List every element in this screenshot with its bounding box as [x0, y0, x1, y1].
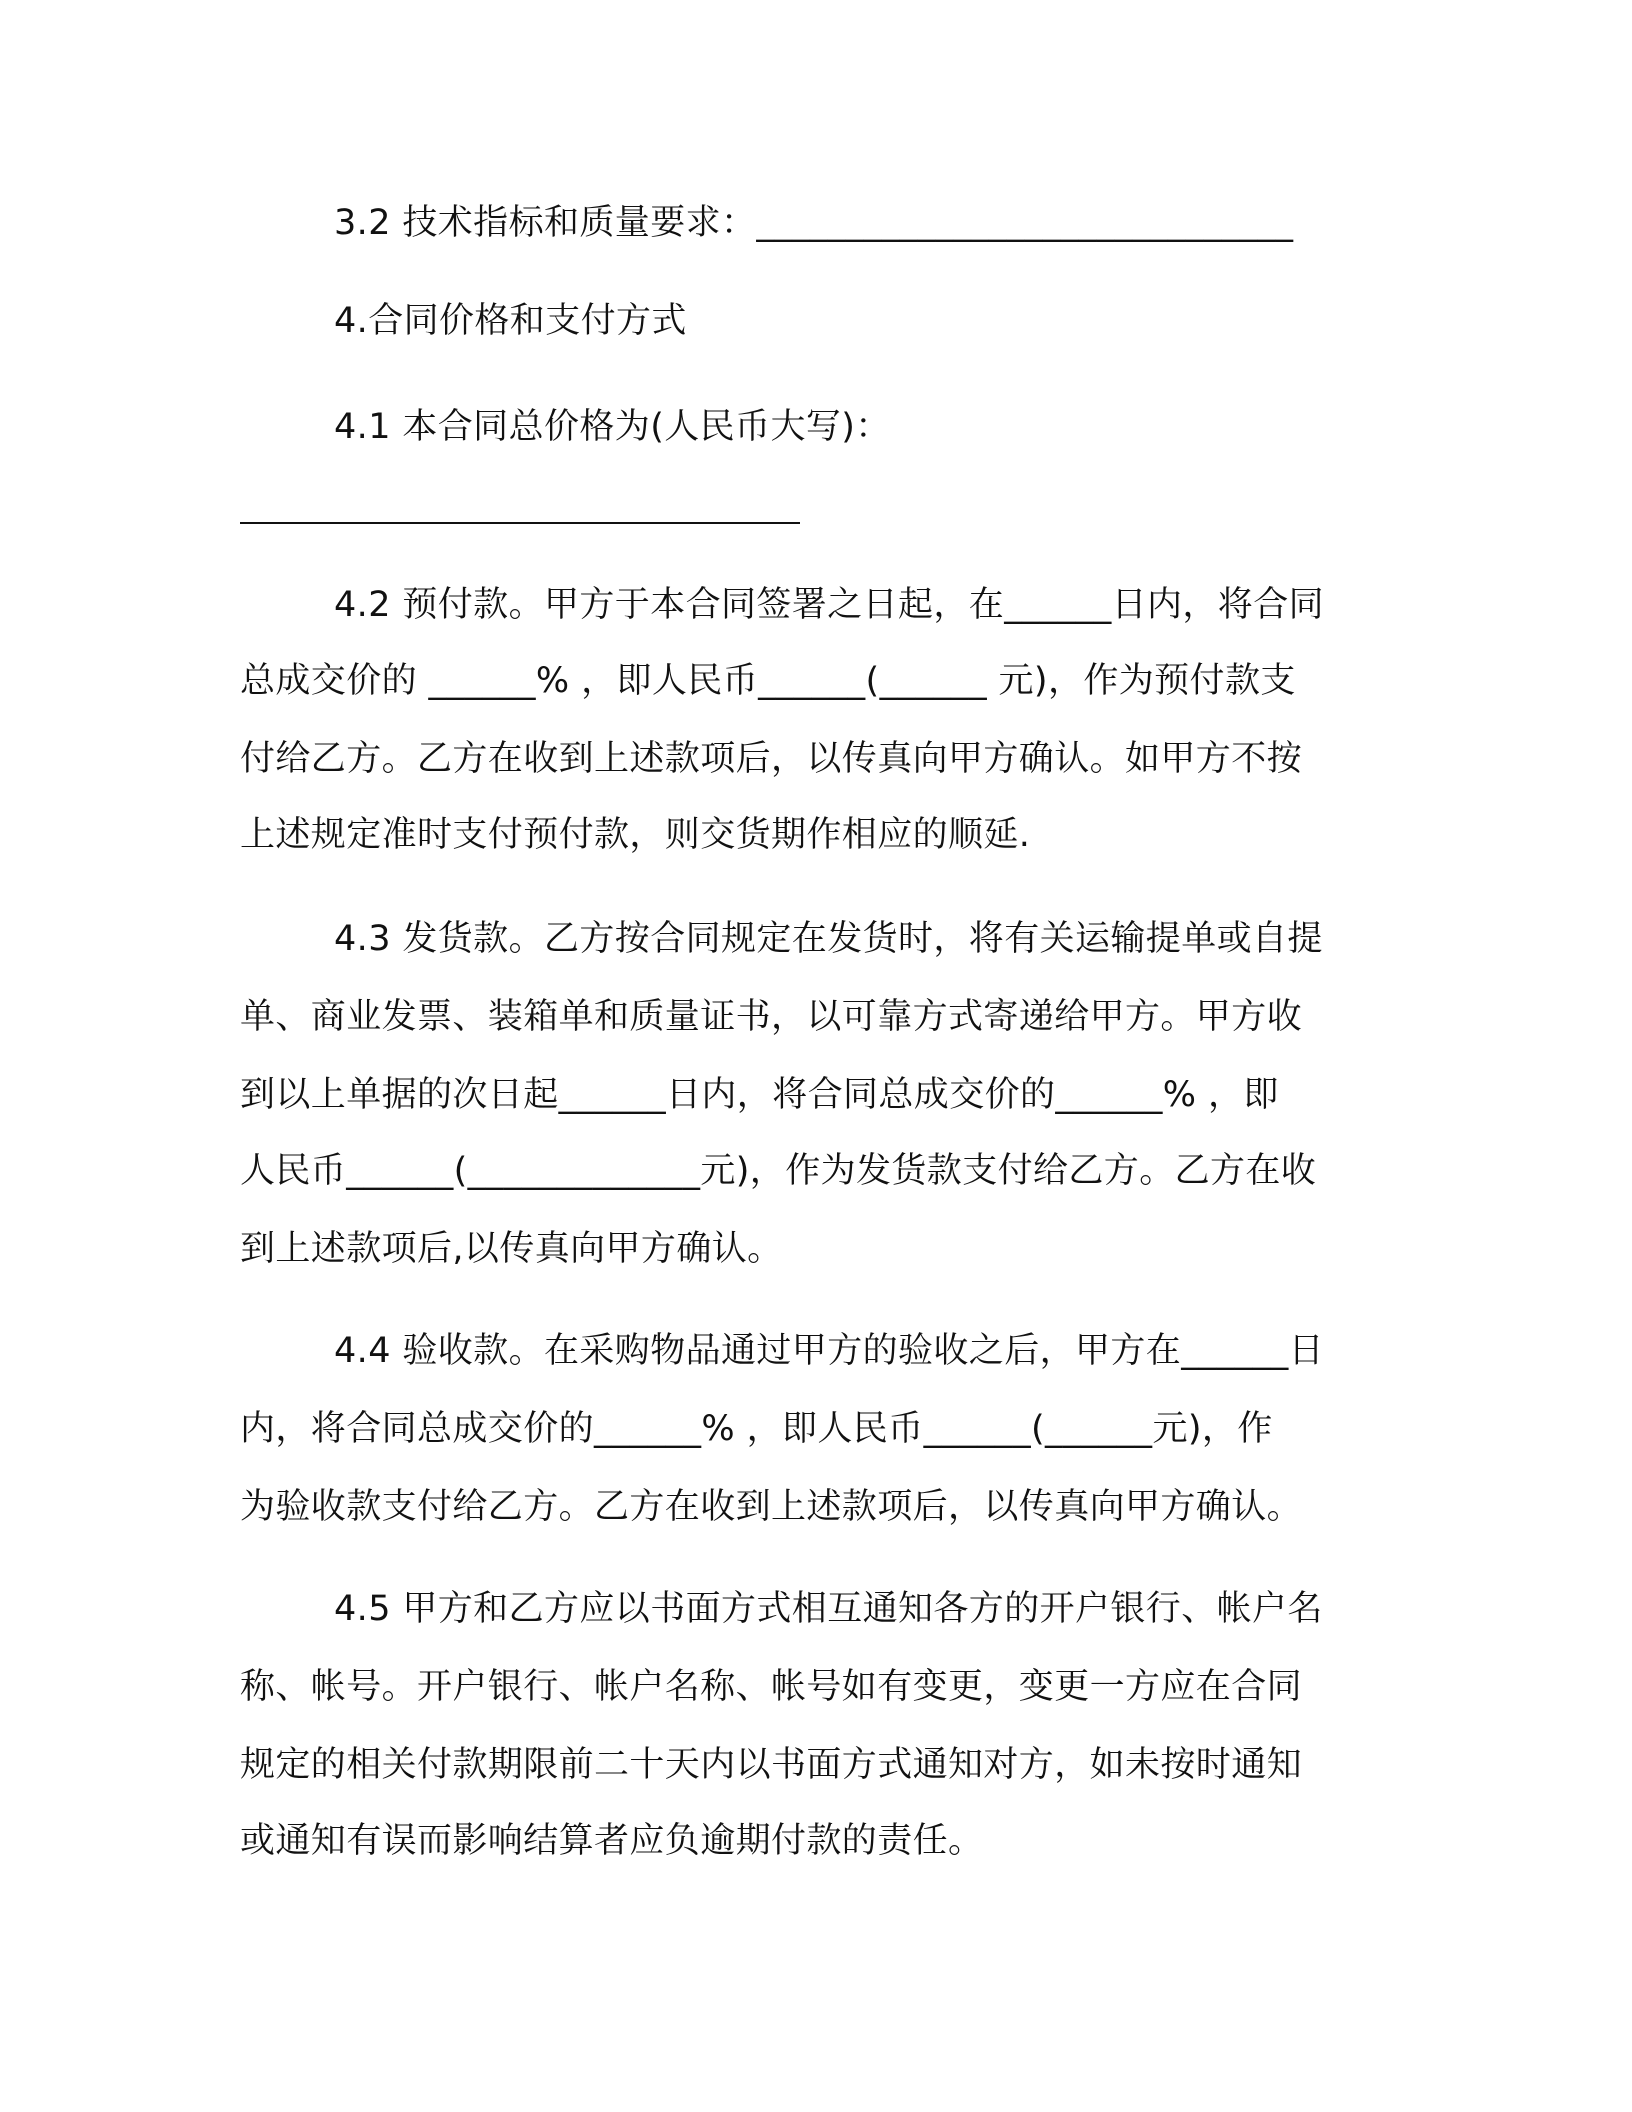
clause-4-2-line-4: 上述规定准时支付预付款，则交货期作相应的顺延.: [240, 815, 1031, 855]
clause-4-1: 4.1 本合同总价格为(人民币大写)：: [334, 407, 891, 447]
clause-4-2-line-3: 付给乙方。乙方在收到上述款项后，以传真向甲方确认。如甲方不按: [240, 739, 1303, 779]
blank-underline: [240, 522, 800, 524]
clause-4-3-line-3: 到以上单据的次日起______日内，将合同总成交价的______% ，即: [240, 1075, 1279, 1115]
section-4-heading: 4.合同价格和支付方式: [334, 301, 687, 341]
clause-4-4-line-1: 4.4 验收款。在采购物品通过甲方的验收之后，甲方在______日: [334, 1331, 1324, 1371]
clause-4-5-line-2: 称、帐号。开户银行、帐户名称、帐号如有变更，变更一方应在合同: [240, 1667, 1303, 1707]
clause-4-4-line-3: 为验收款支付给乙方。乙方在收到上述款项后，以传真向甲方确认。: [240, 1487, 1303, 1527]
clause-4-3-line-2: 单、商业发票、装箱单和质量证书，以可靠方式寄递给甲方。甲方收: [240, 997, 1303, 1037]
clause-4-5-line-3: 规定的相关付款期限前二十天内以书面方式通知对方，如未按时通知: [240, 1745, 1303, 1785]
clause-3-2: 3.2 技术指标和质量要求：______________________________: [334, 203, 1294, 243]
clause-4-5-line-1: 4.5 甲方和乙方应以书面方式相互通知各方的开户银行、帐户名: [334, 1589, 1323, 1629]
clause-4-5-line-4: 或通知有误而影响结算者应负逾期付款的责任。: [240, 1821, 984, 1861]
clause-4-3-line-5: 到上述款项后,以传真向甲方确认。: [240, 1229, 783, 1269]
clause-4-2-line-2: 总成交价的 ______% ，即人民币______(______ 元)，作为预付款支: [240, 661, 1296, 701]
clause-4-3-line-1: 4.3 发货款。乙方按合同规定在发货时，将有关运输提单或自提: [334, 919, 1323, 959]
clause-4-3-line-4: 人民币______(_____________元)，作为发货款支付给乙方。乙方在收: [240, 1151, 1317, 1191]
clause-4-4-line-2: 内，将合同总成交价的______% ，即人民币______(______元)，作: [240, 1409, 1273, 1449]
clause-4-2-line-1: 4.2 预付款。甲方于本合同签署之日起，在______日内，将合同: [334, 585, 1324, 625]
